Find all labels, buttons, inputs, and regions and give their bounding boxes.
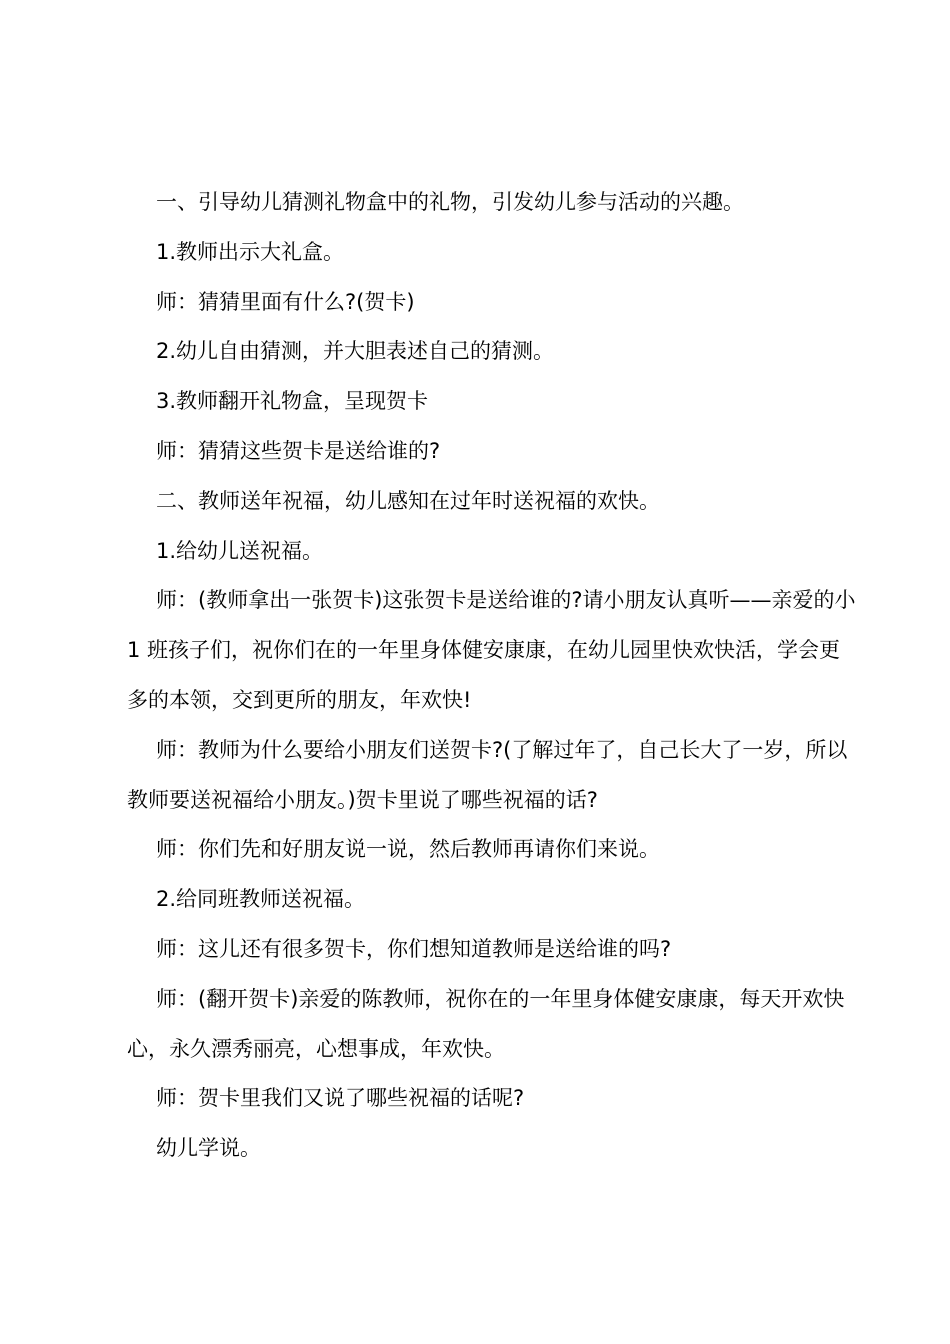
section-heading-2: 二、教师送年祝福，幼儿感知在过年时送祝福的欢快。 [156, 488, 660, 513]
document-body [127, 178, 857, 1174]
dialogue-paragraph: 师：这儿还有很多贺卡，你们想知道教师是送给谁的吗? [156, 936, 672, 961]
section-heading-1: 一、引导幼儿猜测礼物盒中的礼物，引发幼儿参与活动的兴趣。 [156, 190, 744, 214]
dialogue-paragraph: 师：贺卡里我们又说了哪些祝福的话呢? [156, 1086, 525, 1111]
step-paragraph: 2.给同班教师送祝福。 [156, 887, 366, 912]
closing-paragraph: 幼儿学说。 [156, 1136, 261, 1161]
step-paragraph: 1.教师出示大礼盒。 [156, 239, 345, 264]
dialogue-paragraph: 师：教师为什么要给小朋友们送贺卡?(了解过年了，自己长大了一岁，所以教师要送祝福给小朋友。)贺卡里说了哪些祝福的话? [127, 737, 848, 812]
dialogue-paragraph: 师：猜猜里面有什么?(贺卡) [156, 289, 415, 314]
dialogue-paragraph: 师：(翻开贺卡)亲爱的陈教师，祝你在的一年里身体健安康康，每天开欢快心，永久漂秀丽亮，心想事成，年欢快。 [127, 986, 845, 1061]
dialogue-paragraph: 师：你们先和好朋友说一说，然后教师再请你们来说。 [156, 837, 660, 862]
step-paragraph: 1.给幼儿送祝福。 [156, 538, 324, 563]
step-paragraph: 3.教师翻开礼物盒，呈现贺卡 [156, 389, 429, 414]
dialogue-paragraph: 师：(教师拿出一张贺卡)这张贺卡是送给谁的?请小朋友认真听——亲爱的小 1 班孩子们，祝你们在的一年里身体健安康康，在幼儿园里快欢快活，学会更多的本领，交到更所的朋友，年欢快! [127, 588, 856, 712]
dialogue-paragraph: 师：猜猜这些贺卡是送给谁的? [156, 438, 441, 463]
step-paragraph: 2.幼儿自由猜测，并大胆表述自己的猜测。 [156, 339, 555, 364]
